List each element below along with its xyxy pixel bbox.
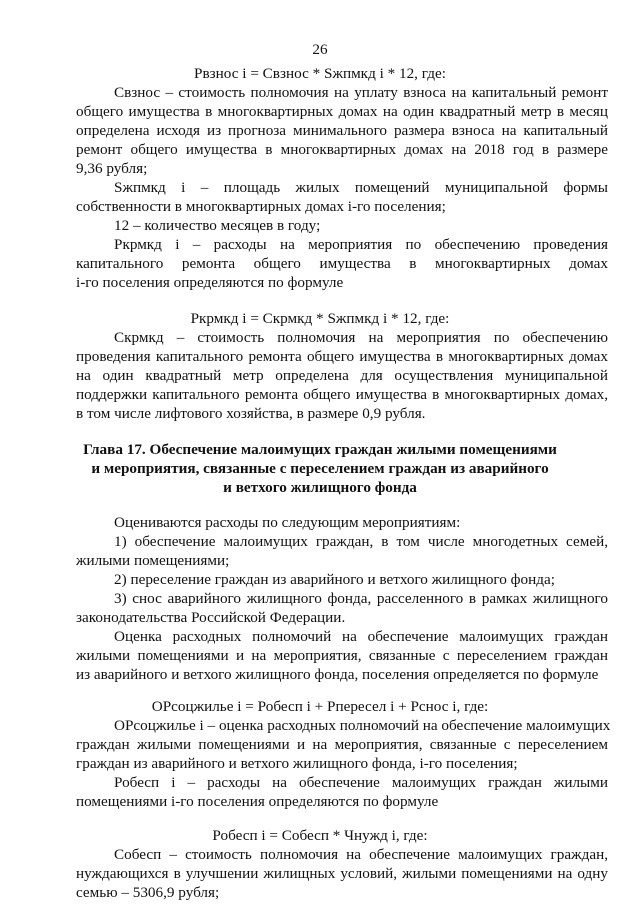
- paragraph-line: помещениями i-го поселения определяются по формуле: [76, 793, 439, 810]
- formula-line: Ркрмкд i = Скрмкд * Sжпмкд i * 12, где:: [190, 310, 450, 327]
- paragraph-line: Робесп i – расходы на обеспечение малоимущих граждан жилыми: [114, 774, 608, 791]
- chapter-heading: и мероприятия, связанные с переселением граждан из аварийного: [91, 460, 549, 477]
- list-item: 1) обеспечение малоимущих граждан, в том числе многодетных семей,: [114, 533, 608, 550]
- paragraph-line: Свзнос – стоимость полномочия на уплату взноса на капитальный ремонт: [114, 84, 608, 101]
- formula-line: Робесп i = Собесп * Чнужд i, где:: [212, 827, 428, 844]
- paragraph-line: в том числе лифтового хозяйства, в размере 0,9 рубля.: [76, 405, 426, 422]
- paragraph-line: нуждающихся в улучшении жилищных условий, жилыми помещениями на одну: [76, 865, 608, 882]
- paragraph-line: определена исходя из прогноза минимального размера взноса на капитальный: [76, 122, 608, 139]
- paragraph-line: ремонт общего имущества в многоквартирных домах на 2018 год в размере: [76, 141, 608, 158]
- list-item: 3) снос аварийного жилищного фонда, расселенного в рамках жилищного: [114, 590, 608, 607]
- paragraph-line: капитального ремонта общего имущества в многоквартирных домах: [76, 255, 608, 272]
- paragraph-line: собственности в многоквартирных домах i-го поселения;: [76, 198, 446, 215]
- paragraph-line: ОРсоцжилье i – оценка расходных полномочий на обеспечение малоимущих: [114, 717, 611, 734]
- formula-line: Рвзнос i = Свзнос * Sжпмкд i * 12, где:: [194, 65, 446, 82]
- paragraph-line: на один квадратный метр определена для осуществления муниципальной: [76, 367, 608, 384]
- page-number: 26: [312, 41, 328, 58]
- paragraph-line: семью – 5306,9 рубля;: [76, 884, 220, 901]
- chapter-heading: Глава 17. Обеспечение малоимущих граждан жилыми помещениями: [83, 441, 557, 458]
- paragraph-line: Собесп – стоимость полномочия на обеспечение малоимущих граждан,: [114, 846, 608, 863]
- paragraph-line: Скрмкд – стоимость полномочия на мероприятия по обеспечению: [114, 329, 608, 346]
- paragraph-line: проведения капитального ремонта общего имущества в многоквартирных домах: [76, 348, 608, 365]
- paragraph-line: i-го поселения определяются по формуле: [76, 274, 344, 291]
- paragraph-line: поддержки капитального ремонта общего имущества в многоквартирных домах,: [76, 386, 608, 403]
- paragraph-line: Sжпмкд i – площадь жилых помещений муниципальной формы: [114, 179, 608, 196]
- list-item: 2) переселение граждан из аварийного и ветхого жилищного фонда;: [114, 571, 555, 588]
- list-item: жилыми помещениями;: [76, 552, 230, 569]
- paragraph-line: жилыми помещениями и на мероприятия, связанные с переселением граждан: [76, 647, 608, 664]
- paragraph-line: из аварийного и ветхого жилищного фонда, поселения определяется по формуле: [76, 666, 599, 683]
- paragraph-line: Оцениваются расходы по следующим мероприятиям:: [114, 514, 461, 531]
- paragraph-line: 9,36 рубля;: [76, 160, 148, 177]
- paragraph-line: Оценка расходных полномочий на обеспечение малоимущих граждан: [114, 628, 608, 645]
- paragraph-line: граждан жилыми помещениями и на мероприятия, связанные с переселением: [76, 736, 608, 753]
- chapter-heading: и ветхого жилищного фонда: [223, 479, 417, 496]
- paragraph-line: общего имущества в многоквартирных домах на один квадратный метр в месяц: [76, 103, 608, 120]
- list-item: законодательства Российской Федерации.: [76, 609, 346, 626]
- formula-line: ОРсоцжилье i = Робесп i + Рпересел i + Рснос i, где:: [151, 698, 489, 715]
- paragraph-line: 12 – количество месяцев в году;: [114, 217, 321, 234]
- paragraph-line: Ркрмкд i – расходы на мероприятия по обеспечению проведения: [114, 236, 608, 253]
- paragraph-line: граждан из аварийного и ветхого жилищного фонда, i-го поселения;: [76, 755, 518, 772]
